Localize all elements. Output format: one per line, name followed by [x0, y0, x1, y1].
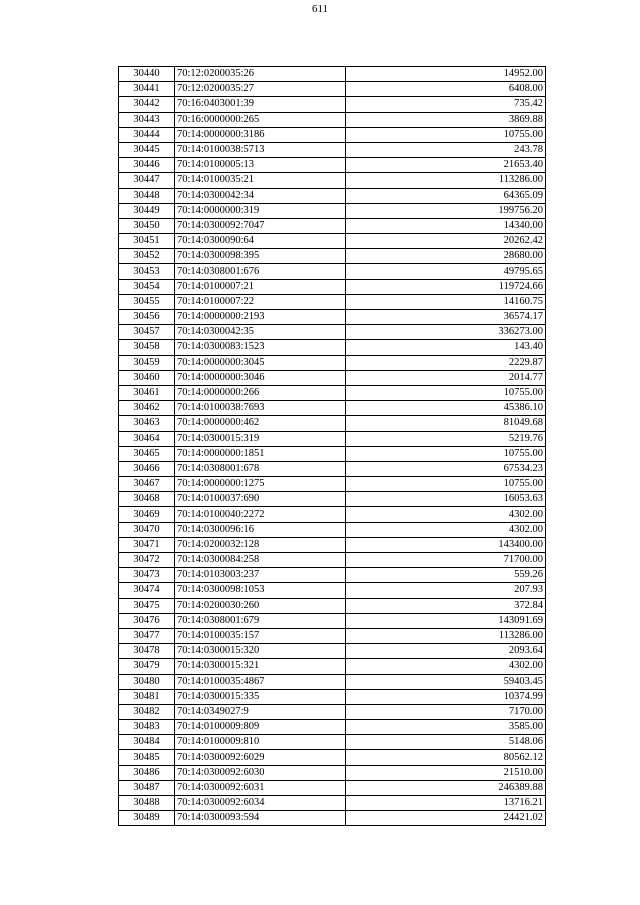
cadastral-number-cell: 70:14:0100037:690 [175, 492, 346, 507]
value-cell: 143.40 [346, 340, 546, 355]
row-number-cell: 30461 [119, 385, 175, 400]
cadastral-number-cell: 70:14:0300042:34 [175, 188, 346, 203]
table-row [119, 750, 546, 765]
cadastral-number-cell: 70:12:0200035:27 [175, 82, 346, 97]
value-cell: 4302.00 [346, 659, 546, 674]
value-cell: 3585.00 [346, 720, 546, 735]
table-row [119, 522, 546, 537]
row-number-cell: 30485 [119, 750, 175, 765]
table-row [119, 735, 546, 750]
value-cell: 10755.00 [346, 446, 546, 461]
page-number: 611 [311, 3, 329, 15]
table-row [119, 325, 546, 340]
cadastral-number-cell: 70:14:0300092:6031 [175, 780, 346, 795]
value-cell: 21510.00 [346, 765, 546, 780]
row-number-cell: 30445 [119, 142, 175, 157]
cadastral-number-cell: 70:14:0300093:594 [175, 811, 346, 826]
table-row [119, 142, 546, 157]
row-number-cell: 30464 [119, 431, 175, 446]
row-number-cell: 30488 [119, 796, 175, 811]
value-cell: 16053.63 [346, 492, 546, 507]
row-number-cell: 30463 [119, 416, 175, 431]
row-number-cell: 30470 [119, 522, 175, 537]
table-row [119, 674, 546, 689]
row-number-cell: 30441 [119, 82, 175, 97]
table-row [119, 461, 546, 476]
cadastral-number-cell: 70:14:0000000:3046 [175, 370, 346, 385]
cadastral-number-cell: 70:14:0000000:462 [175, 416, 346, 431]
cadastral-number-cell: 70:14:0300083:1523 [175, 340, 346, 355]
cadastral-number-cell: 70:14:0300098:395 [175, 249, 346, 264]
cadastral-number-cell: 70:14:0308001:679 [175, 613, 346, 628]
value-cell: 143091.69 [346, 613, 546, 628]
value-cell: 113286.00 [346, 173, 546, 188]
row-number-cell: 30469 [119, 507, 175, 522]
value-cell: 5148.06 [346, 735, 546, 750]
value-cell: 2014.77 [346, 370, 546, 385]
value-cell: 199756.20 [346, 203, 546, 218]
table-row [119, 598, 546, 613]
value-cell: 20262.42 [346, 234, 546, 249]
table-row [119, 492, 546, 507]
row-number-cell: 30460 [119, 370, 175, 385]
table-row [119, 689, 546, 704]
table-row [119, 477, 546, 492]
cadastral-number-cell: 70:14:0000000:1851 [175, 446, 346, 461]
table-row [119, 97, 546, 112]
cadastral-number-cell: 70:14:0000000:266 [175, 385, 346, 400]
table-row [119, 553, 546, 568]
cadastral-number-cell: 70:16:0000000:265 [175, 112, 346, 127]
value-cell: 372.84 [346, 598, 546, 613]
table-row [119, 613, 546, 628]
table-row [119, 416, 546, 431]
row-number-cell: 30446 [119, 158, 175, 173]
row-number-cell: 30449 [119, 203, 175, 218]
cadastral-number-cell: 70:14:0100040:2272 [175, 507, 346, 522]
table-row [119, 659, 546, 674]
table-row [119, 644, 546, 659]
row-number-cell: 30478 [119, 644, 175, 659]
cadastral-number-cell: 70:14:0300092:6030 [175, 765, 346, 780]
table-row [119, 628, 546, 643]
table-row [119, 568, 546, 583]
table-row [119, 765, 546, 780]
row-number-cell: 30444 [119, 127, 175, 142]
cadastral-number-cell: 70:14:0000000:1275 [175, 477, 346, 492]
row-number-cell: 30457 [119, 325, 175, 340]
value-cell: 10755.00 [346, 477, 546, 492]
table-row [119, 158, 546, 173]
cadastral-number-cell: 70:14:0300015:320 [175, 644, 346, 659]
cadastral-number-cell: 70:14:0300084:258 [175, 553, 346, 568]
cadastral-number-cell: 70:14:0300015:319 [175, 431, 346, 446]
cadastral-number-cell: 70:14:0300015:321 [175, 659, 346, 674]
row-number-cell: 30484 [119, 735, 175, 750]
value-cell: 6408.00 [346, 82, 546, 97]
value-cell: 64365.09 [346, 188, 546, 203]
value-cell: 21653.40 [346, 158, 546, 173]
row-number-cell: 30471 [119, 537, 175, 552]
row-number-cell: 30456 [119, 310, 175, 325]
value-cell: 207.93 [346, 583, 546, 598]
cadastral-number-cell: 70:14:0300015:335 [175, 689, 346, 704]
cadastral-number-cell: 70:14:0308001:678 [175, 461, 346, 476]
cadastral-number-cell: 70:14:0100007:22 [175, 294, 346, 309]
value-cell: 49795.65 [346, 264, 546, 279]
row-number-cell: 30459 [119, 355, 175, 370]
value-cell: 2093.64 [346, 644, 546, 659]
value-cell: 14160.75 [346, 294, 546, 309]
value-cell: 2229.87 [346, 355, 546, 370]
cadastral-number-cell: 70:14:0100005:13 [175, 158, 346, 173]
value-cell: 14340.00 [346, 218, 546, 233]
row-number-cell: 30479 [119, 659, 175, 674]
value-cell: 36574.17 [346, 310, 546, 325]
row-number-cell: 30440 [119, 67, 175, 82]
cadastral-number-cell: 70:14:0100009:810 [175, 735, 346, 750]
cadastral-number-cell: 70:14:0300092:6034 [175, 796, 346, 811]
value-cell: 10755.00 [346, 127, 546, 142]
value-cell: 113286.00 [346, 628, 546, 643]
value-cell: 45386.10 [346, 401, 546, 416]
table-row [119, 583, 546, 598]
value-cell: 735.42 [346, 97, 546, 112]
table-row [119, 370, 546, 385]
value-cell: 246389.88 [346, 780, 546, 795]
row-number-cell: 30450 [119, 218, 175, 233]
row-number-cell: 30472 [119, 553, 175, 568]
table-row [119, 264, 546, 279]
value-cell: 81049.68 [346, 416, 546, 431]
row-number-cell: 30475 [119, 598, 175, 613]
table-row [119, 188, 546, 203]
cadastral-number-cell: 70:14:0000000:3186 [175, 127, 346, 142]
cadastral-number-cell: 70:14:0100009:809 [175, 720, 346, 735]
row-number-cell: 30462 [119, 401, 175, 416]
table-row [119, 67, 546, 82]
cadastral-number-cell: 70:14:0300098:1053 [175, 583, 346, 598]
value-cell: 10374.99 [346, 689, 546, 704]
cadastral-number-cell: 70:14:0200030:260 [175, 598, 346, 613]
cadastral-number-cell: 70:12:0200035:26 [175, 67, 346, 82]
value-cell: 10755.00 [346, 385, 546, 400]
table-row [119, 340, 546, 355]
row-number-cell: 30476 [119, 613, 175, 628]
row-number-cell: 30443 [119, 112, 175, 127]
value-cell: 336273.00 [346, 325, 546, 340]
row-number-cell: 30481 [119, 689, 175, 704]
row-number-cell: 30465 [119, 446, 175, 461]
table-row [119, 537, 546, 552]
row-number-cell: 30486 [119, 765, 175, 780]
value-cell: 4302.00 [346, 507, 546, 522]
row-number-cell: 30448 [119, 188, 175, 203]
table-row [119, 446, 546, 461]
row-number-cell: 30482 [119, 704, 175, 719]
table-row [119, 218, 546, 233]
table-row [119, 431, 546, 446]
value-cell: 559.26 [346, 568, 546, 583]
row-number-cell: 30451 [119, 234, 175, 249]
cadastral-number-cell: 70:14:0349027:9 [175, 704, 346, 719]
row-number-cell: 30442 [119, 97, 175, 112]
table-row [119, 203, 546, 218]
row-number-cell: 30474 [119, 583, 175, 598]
cadastral-number-cell: 70:14:0000000:319 [175, 203, 346, 218]
value-cell: 24421.02 [346, 811, 546, 826]
table-row [119, 704, 546, 719]
cadastral-number-cell: 70:14:0308001:676 [175, 264, 346, 279]
cadastral-number-cell: 70:14:0300092:6029 [175, 750, 346, 765]
table-row [119, 82, 546, 97]
value-cell: 7170.00 [346, 704, 546, 719]
value-cell: 28680.00 [346, 249, 546, 264]
cadastral-number-cell: 70:14:0100007:21 [175, 279, 346, 294]
value-cell: 13716.21 [346, 796, 546, 811]
cadastral-number-cell: 70:14:0100038:7693 [175, 401, 346, 416]
row-number-cell: 30458 [119, 340, 175, 355]
row-number-cell: 30467 [119, 477, 175, 492]
table-row [119, 811, 546, 826]
value-cell: 5219.76 [346, 431, 546, 446]
table-row [119, 294, 546, 309]
cadastral-number-cell: 70:14:0300042:35 [175, 325, 346, 340]
row-number-cell: 30477 [119, 628, 175, 643]
cadastral-number-cell: 70:14:0000000:3045 [175, 355, 346, 370]
table-row [119, 796, 546, 811]
value-cell: 67534.23 [346, 461, 546, 476]
value-cell: 143400.00 [346, 537, 546, 552]
row-number-cell: 30454 [119, 279, 175, 294]
value-cell: 4302.00 [346, 522, 546, 537]
cadastral-number-cell: 70:14:0100035:21 [175, 173, 346, 188]
table-row [119, 127, 546, 142]
cadastral-number-cell: 70:16:0403001:39 [175, 97, 346, 112]
row-number-cell: 30483 [119, 720, 175, 735]
table-body [119, 67, 546, 826]
cadastral-number-cell: 70:14:0100035:4867 [175, 674, 346, 689]
row-number-cell: 30480 [119, 674, 175, 689]
row-number-cell: 30447 [119, 173, 175, 188]
table-row [119, 401, 546, 416]
row-number-cell: 30473 [119, 568, 175, 583]
value-cell: 119724.66 [346, 279, 546, 294]
value-cell: 243.78 [346, 142, 546, 157]
row-number-cell: 30468 [119, 492, 175, 507]
table-row [119, 249, 546, 264]
table-row [119, 173, 546, 188]
row-number-cell: 30489 [119, 811, 175, 826]
cadastral-number-cell: 70:14:0300096:16 [175, 522, 346, 537]
table-row [119, 720, 546, 735]
value-cell: 14952.00 [346, 67, 546, 82]
value-cell: 59403.45 [346, 674, 546, 689]
cadastral-number-cell: 70:14:0300092:7047 [175, 218, 346, 233]
value-cell: 71700.00 [346, 553, 546, 568]
row-number-cell: 30455 [119, 294, 175, 309]
row-number-cell: 30453 [119, 264, 175, 279]
table-row [119, 355, 546, 370]
table-row [119, 279, 546, 294]
row-number-cell: 30466 [119, 461, 175, 476]
table-row [119, 385, 546, 400]
cadastral-number-cell: 70:14:0103003:237 [175, 568, 346, 583]
cadastral-number-cell: 70:14:0300090:64 [175, 234, 346, 249]
table-row [119, 507, 546, 522]
cadastral-number-cell: 70:14:0000000:2193 [175, 310, 346, 325]
cadastral-number-cell: 70:14:0100035:157 [175, 628, 346, 643]
table-row [119, 310, 546, 325]
table-row [119, 112, 546, 127]
cadastral-number-cell: 70:14:0100038:5713 [175, 142, 346, 157]
table-row [119, 234, 546, 249]
table-row [119, 780, 546, 795]
value-cell: 80562.12 [346, 750, 546, 765]
cadastral-number-cell: 70:14:0200032:128 [175, 537, 346, 552]
row-number-cell: 30487 [119, 780, 175, 795]
row-number-cell: 30452 [119, 249, 175, 264]
cadastral-value-table [118, 66, 546, 826]
value-cell: 3869.88 [346, 112, 546, 127]
